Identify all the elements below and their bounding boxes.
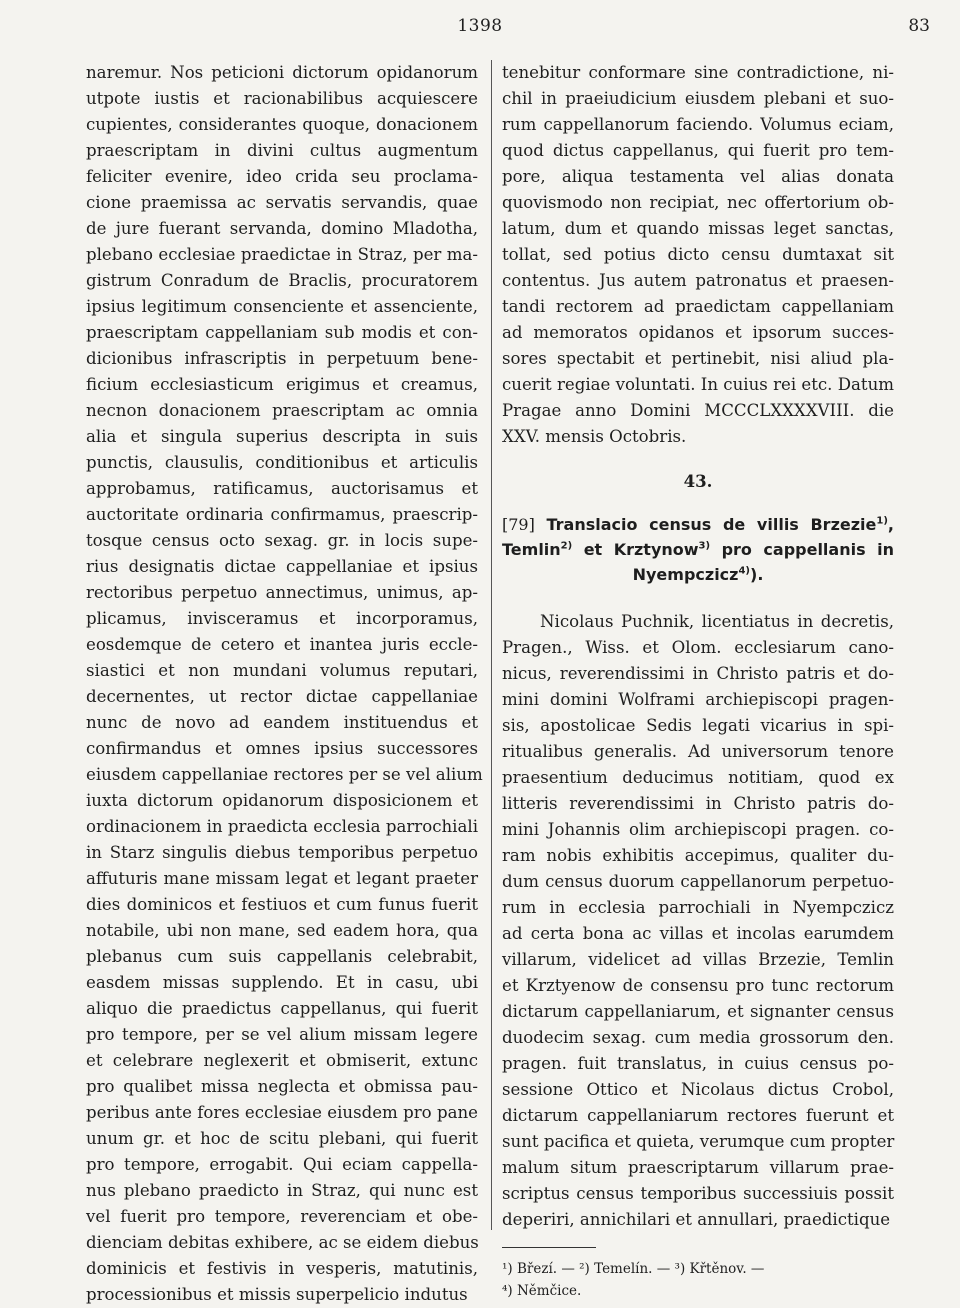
text-line: dies dominicos et festiuos et cum funus fuerit bbox=[86, 895, 478, 914]
text-line: notabile, ubi non mane, sed eadem hora, qua bbox=[86, 921, 478, 940]
text-line: praesentium deducimus notitiam, quod ex bbox=[502, 768, 894, 787]
footnote-marker: 3) bbox=[698, 540, 711, 552]
text-line: feliciter evenire, ideo crida seu proclama- bbox=[86, 167, 478, 186]
text-line: pro qualibet missa neglecta et obmissa pau- bbox=[86, 1077, 478, 1096]
text-line: ritualibus generalis. Ad universorum tenore bbox=[502, 742, 894, 761]
column-divider bbox=[491, 60, 492, 1230]
text-line: Pragae anno Domini MCCCLXXXXVIII. die bbox=[502, 401, 894, 420]
document-heading: [79] Translacio census de villis Brzezie$^{1)}$, Temlin$^{2)}$ et Krztynow$^{3)}$ pro cappellanis in Nyempczicz$^{4)}$). bbox=[502, 515, 894, 584]
text-line: vel fuerit pro tempore, reverenciam et obe- bbox=[86, 1207, 478, 1226]
text-line: malum situm praescriptarum villarum prae- bbox=[502, 1158, 894, 1177]
text-line: Pragen., Wiss. et Olom. ecclesiarum cano- bbox=[502, 638, 894, 657]
text-line: Nicolaus Puchnik, licentiatus in decretis, bbox=[540, 612, 894, 631]
text-line: ipsius legitimum consenciente et assenciente, bbox=[86, 297, 478, 316]
text-line: alia et singula superius descripta in suis bbox=[86, 427, 478, 446]
text-line: ad certa bona ac villas et incolas earumdem bbox=[502, 924, 894, 943]
footnote-line: ⁴) Němčice. bbox=[502, 1283, 582, 1299]
text-line: dienciam debitas exhibere, ac se eidem diebus bbox=[86, 1233, 479, 1252]
text-line: rius designatis dictae cappellaniae et ipsius bbox=[86, 557, 478, 576]
heading-line-2-end: pro cappellanis in bbox=[721, 540, 894, 559]
text-line: tosque census octo sexag. gr. in locis supe- bbox=[86, 531, 478, 550]
text-line: latum, dum et quando missas leget sanctas, bbox=[502, 219, 894, 238]
text-line: ordinacionem in praedicta ecclesia parrochiali bbox=[86, 817, 478, 836]
heading-place-krztynow: et Krztynow bbox=[583, 540, 699, 559]
text-line: pro tempore, per se vel alium missam legere bbox=[86, 1025, 478, 1044]
text-line: ram nobis exhibitis accepimus, qualiter du- bbox=[502, 846, 894, 865]
text-line: tollat, sed potius dicto censu dumtaxat sit bbox=[502, 245, 894, 264]
text-line: scriptus census temporibus successiuis possit bbox=[502, 1184, 894, 1203]
text-line: dictarum cappellaniarum rectores fuerunt et bbox=[502, 1106, 894, 1125]
text-line: affuturis mane missam legat et legant praeter bbox=[86, 869, 478, 888]
text-line: plebanus cum suis cappellanis celebrabit, bbox=[86, 947, 478, 966]
text-line: praescriptam cappellaniam sub modis et con- bbox=[86, 323, 478, 342]
heading-line-3: Nyempczicz bbox=[632, 565, 739, 584]
text-line: quovismodo non recipiat, nec offertorium ob- bbox=[502, 193, 894, 212]
text-line: praescriptam in divini cultus augmentum bbox=[86, 141, 478, 160]
text-line: gistrum Conradum de Braclis, procuratorem bbox=[86, 271, 478, 290]
footnote-marker: 1) bbox=[876, 515, 888, 527]
text-line: sessione Ottico et Nicolaus dictus Crobol, bbox=[502, 1080, 894, 1099]
right-column-continuation bbox=[502, 60, 894, 450]
text-line: unum gr. et hoc de scitu plebani, qui fuerit bbox=[86, 1129, 478, 1148]
left-column bbox=[86, 60, 483, 1308]
text-line: cuerit regiae voluntati. In cuius rei etc. Datum bbox=[502, 375, 895, 394]
running-header-year: 1398 bbox=[457, 16, 503, 36]
text-line: de jure fuerant servanda, domino Mladotha, bbox=[86, 219, 478, 238]
text-line: processionibus et missis superpelicio indutus bbox=[86, 1285, 468, 1304]
footnote-marker: 4) bbox=[738, 565, 750, 577]
heading-reference: [79] bbox=[502, 515, 535, 534]
text-line: litteris reverendissimi in Christo patris do- bbox=[502, 794, 894, 813]
text-line: aliquo die praedictus cappellanus, qui fuerit bbox=[86, 999, 478, 1018]
text-line: villarum, videlicet ad villas Brzezie, Temlin bbox=[502, 950, 894, 969]
text-line: decernentes, ut rector dictae cappellaniae bbox=[86, 687, 478, 706]
text-line: mini domini Wolframi archiepiscopi pragen- bbox=[502, 690, 894, 709]
footnote-line: ¹) Březí. — ²) Temelín. — ³) Křtěnov. — bbox=[502, 1261, 765, 1277]
heading-line-1: Translacio census de villis Brzezie bbox=[546, 515, 877, 534]
footnote-marker: 2) bbox=[560, 540, 573, 552]
document-number: 43. bbox=[683, 471, 713, 491]
text-line: plebano ecclesiae praedictae in Straz, per ma- bbox=[86, 245, 478, 264]
text-line: tenebitur conformare sine contradictione, ni- bbox=[502, 63, 894, 82]
text-line: tandi rectorem ad praedictam cappellaniam bbox=[502, 297, 894, 316]
text-line: ad memoratos opidanos et ipsorum succes- bbox=[502, 323, 894, 342]
text-line: approbamus, ratificamus, auctorisamus et bbox=[86, 479, 478, 498]
text-line: rectoribus perpetuo annectimus, unimus, ap- bbox=[86, 583, 478, 602]
text-line: dicionibus infrascriptis in perpetuum bene- bbox=[86, 349, 478, 368]
text-line: quod dictus cappellanus, qui fuerit pro tem- bbox=[502, 141, 894, 160]
text-line: pragen. fuit translatus, in cuius census po- bbox=[502, 1054, 894, 1073]
text-line: duodecim sexag. cum media grossorum den. bbox=[502, 1028, 894, 1047]
text-line: mini Johannis olim archiepiscopi pragen. co- bbox=[502, 820, 894, 839]
text-line: cupientes, considerantes quoque, donacionem bbox=[86, 115, 478, 134]
text-line: easdem missas supplendo. Et in casu, ubi bbox=[86, 973, 478, 992]
text-line: rum in ecclesia parrochiali in Nyempczicz bbox=[502, 898, 894, 917]
text-line: punctis, clausulis, conditionibus et articulis bbox=[86, 453, 478, 472]
text-line: deperiri, annichilari et annullari, praedictique bbox=[502, 1210, 891, 1229]
text-line: sis, apostolicae Sedis legati vicarius in spi- bbox=[502, 716, 894, 735]
heading-place-temlin: Temlin bbox=[502, 540, 561, 559]
page-number: 83 bbox=[908, 16, 930, 36]
text-line: cione praemissa ac servatis servandis, quae bbox=[86, 193, 478, 212]
text-line: utpote iustis et racionabilibus acquiescere bbox=[86, 89, 478, 108]
text-line: rum cappellanorum faciendo. Volumus eciam, bbox=[502, 115, 894, 134]
text-line: ficium ecclesiasticum erigimus et creamus, bbox=[86, 375, 478, 394]
right-column bbox=[502, 60, 894, 1302]
text-line: siastici et non mundani volumus reputari, bbox=[86, 661, 478, 680]
text-line: necnon donacionem praescriptam ac omnia bbox=[86, 401, 478, 420]
text-line: peribus ante fores ecclesiae eiusdem pro pane bbox=[86, 1103, 478, 1122]
text-line: nus plebano praedicto in Straz, qui nunc est bbox=[86, 1181, 478, 1200]
document-body bbox=[502, 609, 894, 1233]
text-line: plicamus, invisceramus et incorporamus, bbox=[86, 609, 478, 628]
text-line: iuxta dictorum opidanorum disposicionem et bbox=[86, 791, 478, 810]
footnotes bbox=[502, 1258, 894, 1302]
text-line: in Starz singulis diebus temporibus perpetuo bbox=[86, 843, 478, 862]
text-line: et celebrare neglexerit et obmiserit, extunc bbox=[86, 1051, 478, 1070]
text-line: sunt pacifica et quieta, verumque cum propter bbox=[502, 1132, 895, 1151]
text-line: et Krztyenow de consensu pro tunc rectorum bbox=[502, 976, 894, 995]
text-line: nunc de novo ad eandem instituendus et bbox=[86, 713, 478, 732]
text-line: naremur. Nos peticioni dictorum opidanorum bbox=[86, 63, 478, 82]
text-line: auctoritate ordinaria confirmamus, praescrip- bbox=[86, 505, 478, 524]
text-line: contentus. Jus autem patronatus et praesen- bbox=[502, 271, 894, 290]
text-line: XXV. mensis Octobris. bbox=[502, 427, 687, 446]
text-line: nicus, reverendissimi in Christo patris et do- bbox=[502, 664, 894, 683]
text-line: chil in praeiudicium eiusdem plebani et suo- bbox=[502, 89, 894, 108]
footnote-rule bbox=[502, 1247, 596, 1248]
text-line: sores spectabit et pertinebit, nisi aliud pla- bbox=[502, 349, 894, 368]
text-line: dictarum cappellaniarum, et signanter census bbox=[502, 1002, 894, 1021]
text-line: dum census duorum cappellanorum perpetuo- bbox=[502, 872, 894, 891]
text-line: eiusdem cappellaniae rectores per se vel alium bbox=[86, 765, 483, 784]
text-line: dominicis et festivis in vesperis, matutinis, bbox=[86, 1259, 478, 1278]
text-line: confirmandus et omnes ipsius successores bbox=[86, 739, 478, 758]
text-line: eosdemque de cetero et inantea juris eccle- bbox=[86, 635, 478, 654]
text-line: pro tempore, errogabit. Qui eciam cappella- bbox=[86, 1155, 478, 1174]
text-line: pore, aliqua testamenta vel alias donata bbox=[502, 167, 894, 186]
